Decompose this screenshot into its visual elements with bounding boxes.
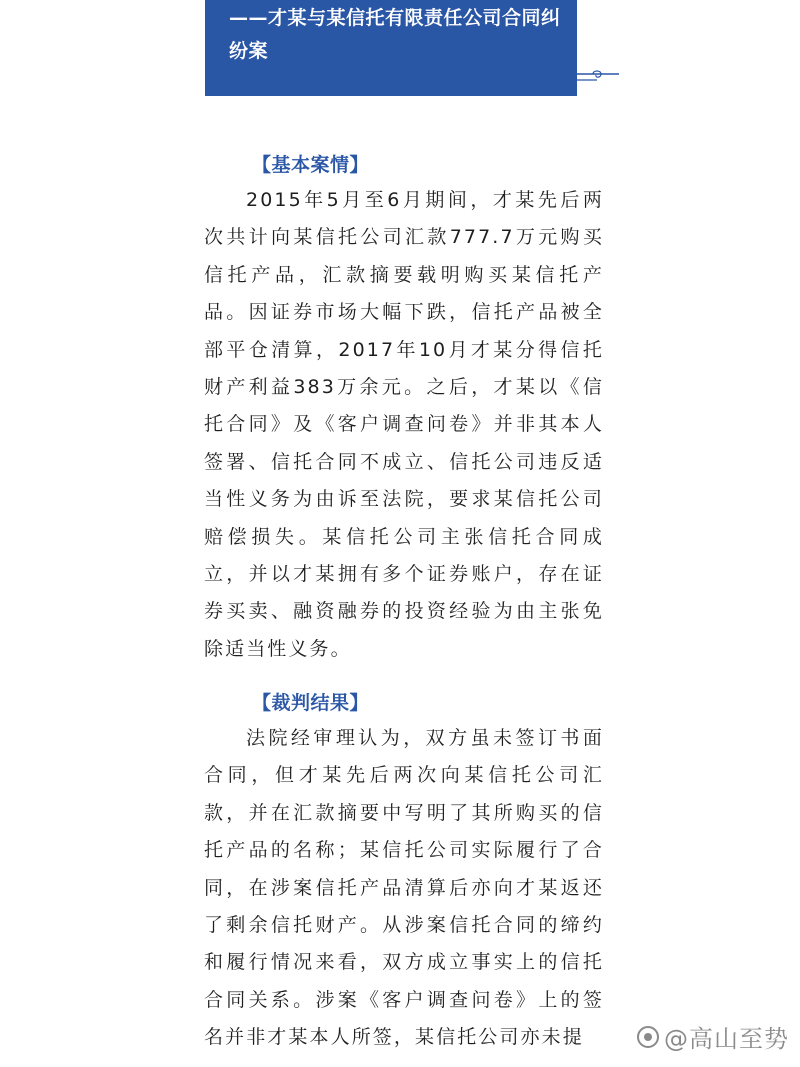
- section-heading-judgment: 【裁判结果】: [252, 692, 370, 714]
- decorative-swirl-icon: [557, 68, 619, 84]
- weibo-toutiao-logo-icon: [636, 1025, 660, 1049]
- case-title: ——才某与某信托有限责任公司合同纠纷案: [229, 7, 561, 62]
- section-paragraph-basic-facts: 2015年5月至6月期间，才某先后两次共计向某信托公司汇款777.7万元购买信托产品，汇款摘要载明购买某信托产品。因证券市场大幅下跌，信托产品被全部平仓清算，2017年10月才某分得信托财产利益383万余元。之后，才某以《信托合同》及《客户调查问卷》并非其本人签署、信托合同不成立、信托公司违反适当性义务为由诉至法院，要求某信托公司赔偿损失。某信托公司主张信托合同成立，并以才某拥有多个证券账户，存在证券买卖、融资融券的投资经验为由主张免除适当性义务。: [204, 189, 604, 660]
- section-paragraph-judgment: 法院经审理认为，双方虽未签订书面合同，但才某先后两次向某信托公司汇款，并在汇款摘要中写明了其所购买的信托产品的名称；某信托公司实际履行了合同，在涉案信托产品清算后亦向才某返还了剩余信托财产。从涉案信托合同的缔约和履行情况来看，双方成立事实上的信托合同关系。涉案《客户调查问卷》上的签名并非才某本人所签，某信托公司亦未提: [204, 727, 604, 1049]
- watermark-text: @高山至势: [664, 1025, 789, 1053]
- watermark: [636, 1019, 789, 1054]
- title-banner: [205, 0, 577, 96]
- section-heading-basic-facts: 【基本案情】: [252, 154, 370, 176]
